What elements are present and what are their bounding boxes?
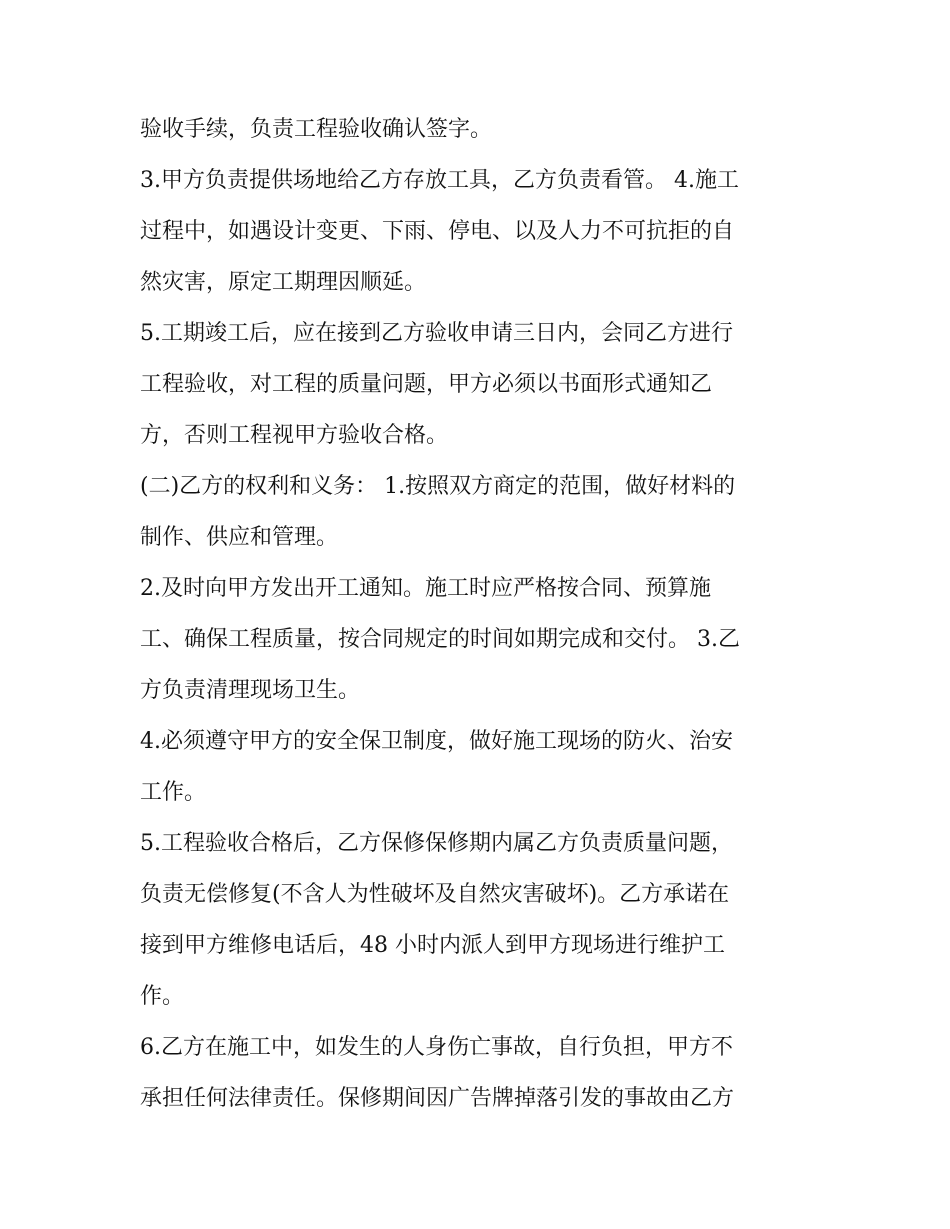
contract-text xyxy=(140,104,820,1124)
text-line: 作。 xyxy=(140,984,185,1009)
text-line: 3.甲方负责提供场地给乙方存放工具，乙方负责看管。 4.施工 xyxy=(140,168,739,193)
text-line: 工作。 xyxy=(140,780,207,805)
text-line: 验收手续，负责工程验收确认签字。 xyxy=(140,117,493,142)
text-line: 过程中，如遇设计变更、下雨、停电、以及人力不可抗拒的自 xyxy=(140,219,735,244)
text-line: 接到甲方维修电话后，48 小时内派人到甲方现场进行维护工 xyxy=(140,933,725,958)
text-line: 6.乙方在施工中，如发生的人身伤亡事故，自行负担，甲方不 xyxy=(140,1035,733,1060)
text-line: 5.工期竣工后，应在接到乙方验收申请三日内，会同乙方进行 xyxy=(140,321,733,346)
text-line: 2.及时向甲方发出开工通知。施工时应严格按合同、预算施 xyxy=(140,576,711,601)
text-line: 工、确保工程质量，按合同规定的时间如期完成和交付。 3.乙 xyxy=(140,627,740,652)
text-line: 5.工程验收合格后，乙方保修保修期内属乙方负责质量问题， xyxy=(140,831,733,856)
text-line: 负责无偿修复(不含人为性破坏及自然灾害破坏)。乙方承诺在 xyxy=(140,882,730,907)
text-line: 方，否则工程视甲方验收合格。 xyxy=(140,423,449,448)
text-line: 工程验收，对工程的质量问题，甲方必须以书面形式通知乙 xyxy=(140,372,713,397)
text-line: (二)乙方的权利和义务： 1.按照双方商定的范围，做好材料的 xyxy=(140,474,736,499)
text-line: 然灾害，原定工期理因顺延。 xyxy=(140,270,427,295)
text-line: 制作、供应和管理。 xyxy=(140,525,339,550)
text-line: 4.必须遵守甲方的安全保卫制度，做好施工现场的防火、治安 xyxy=(140,729,733,754)
text-line: 承担任何法律责任。保修期间因广告牌掉落引发的事故由乙方 xyxy=(140,1086,735,1111)
text-line: 方负责清理现场卫生。 xyxy=(140,678,361,703)
